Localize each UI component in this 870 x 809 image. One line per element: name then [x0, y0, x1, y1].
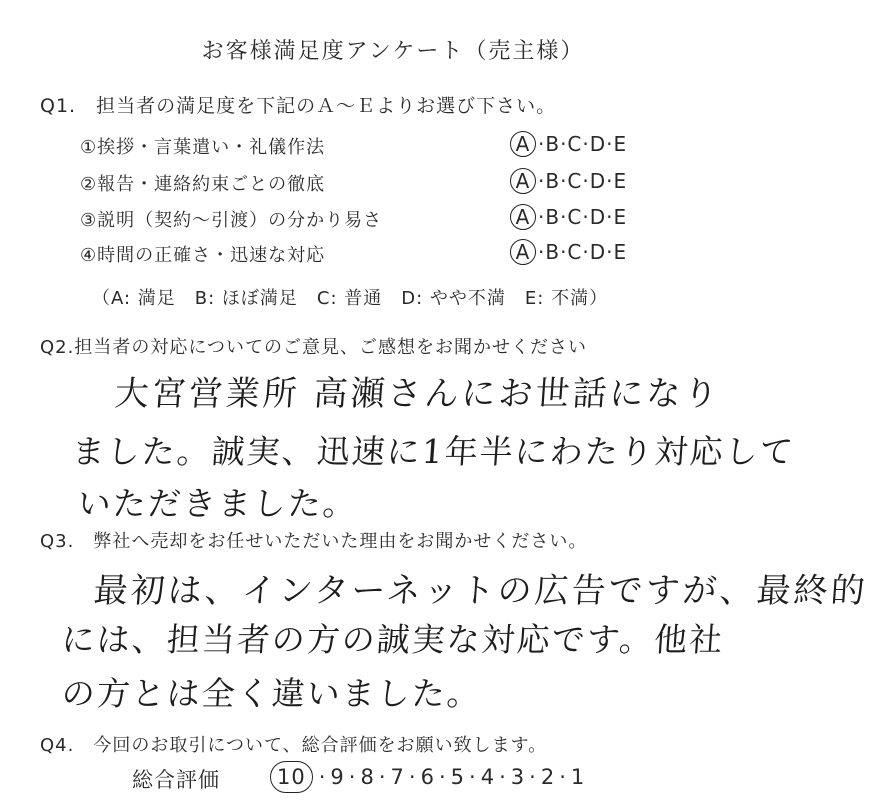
grade-options: ·B·C·D·E [538, 205, 628, 229]
q3-answer-line: には、担当者の方の誠実な対応です。他社 [60, 620, 726, 659]
selected-grade-circle: A [510, 131, 536, 157]
q1-item-label: ①挨拶・言葉遣い・礼儀作法 [80, 137, 326, 158]
survey-title: お客様満足度アンケート（売主様） [201, 39, 585, 64]
score-option: 8 [360, 765, 375, 789]
selected-score-circle: 10 [270, 761, 313, 793]
question-3: Q3. 弊社へ売却をお任せいただいた理由をお聞かせください。 [40, 531, 588, 552]
q1-item-grade [510, 168, 627, 194]
q1-item-grade [510, 239, 627, 265]
score-option: 6 [420, 765, 435, 789]
selected-grade-circle: A [510, 239, 536, 265]
overall-score-scale: 10 · 9 · 8 · 7 · 6 · 5 · 4 · 3 · 2 · 1 [270, 761, 585, 793]
q1-item-grade [510, 131, 627, 157]
q2-answer-line: ました。誠実、迅速に1年半にわたり対応して [70, 432, 797, 471]
grade-legend: （A: 満足 B: ほぼ満足 C: 普通 D: やや不満 E: 不満） [92, 288, 609, 309]
score-option: 3 [510, 765, 526, 789]
q3-answer-line: の方とは全く違いました。 [60, 674, 484, 713]
selected-grade-circle: A [510, 168, 536, 194]
score-option: 5 [450, 765, 466, 789]
q1-item-label: ③説明（契約～引渡）の分かり易さ [80, 210, 383, 231]
q1-item-label: ②報告・連絡約束ごとの徹底 [80, 174, 326, 195]
q3-answer-line: 最初は、インターネットの広告ですが、最終的 [92, 571, 870, 611]
q1-item-label: ④時間の正確さ・迅速な対応 [80, 245, 326, 266]
score-option: 4 [480, 765, 496, 789]
grade-options: ·B·C·D·E [538, 132, 628, 156]
q2-answer-line: 大宮営業所 高瀬さんにお世話になり [113, 374, 722, 414]
grade-options: ·B·C·D·E [538, 169, 628, 193]
score-option: 1 [570, 765, 586, 789]
grade-options: ·B·C·D·E [538, 240, 628, 264]
selected-grade-circle: A [510, 204, 536, 230]
score-option: 2 [540, 765, 556, 789]
score-option: 7 [390, 765, 405, 789]
q1-item-grade [510, 204, 627, 230]
question-2: Q2.担当者の対応についてのご意見、ご感想をお聞かせください [40, 337, 587, 358]
question-4: Q4. 今回のお取引について、総合評価をお願い致します。 [40, 735, 548, 756]
overall-score-label: 総合評価 [132, 768, 220, 792]
score-option: 9 [330, 765, 345, 789]
question-1: Q1. 担当者の満足度を下記のＡ～Ｅよりお選び下さい。 [40, 95, 557, 117]
q2-answer-line: いただきました。 [76, 484, 360, 523]
